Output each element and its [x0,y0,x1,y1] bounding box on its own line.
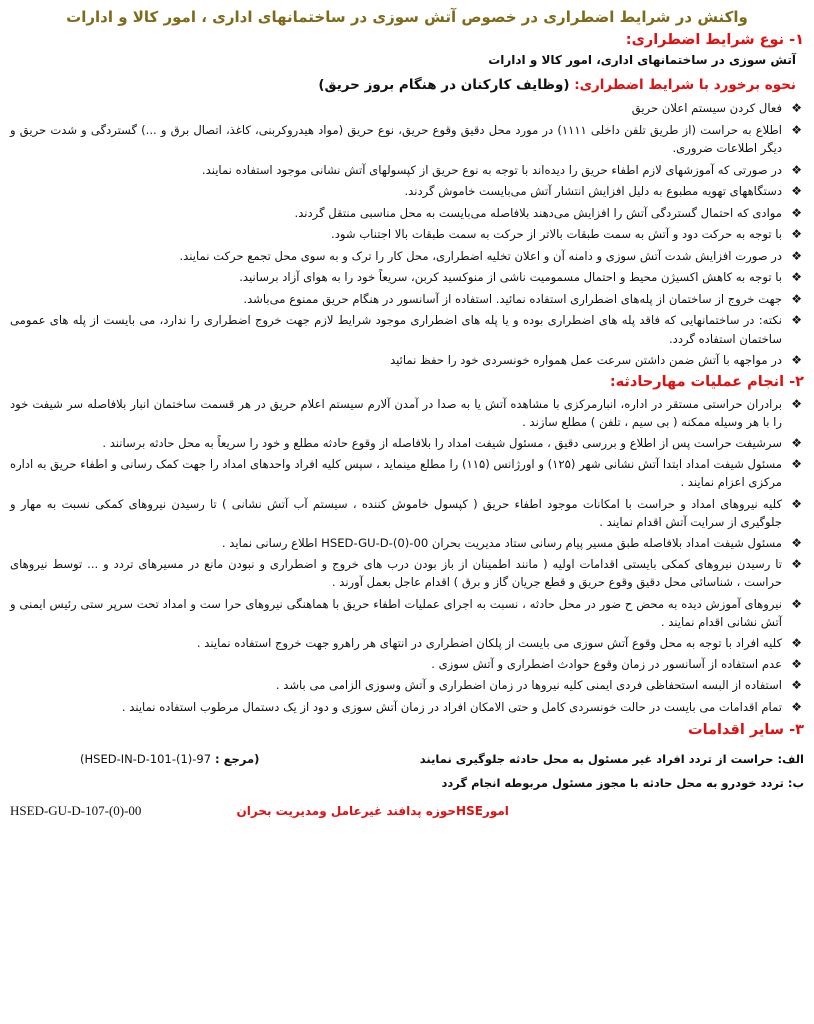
document-title: واکنش در شرایط اضطراری در خصوص آتش سوزی در ساختمانهای اداری ، امور کالا و ادارات [66,8,748,26]
section1-list [10,99,804,370]
bullet-icon: ❖ [791,457,802,472]
footer-department: امورHSEحوزه پدافند غیرعامل ومدیریت بحران [236,803,509,818]
bullet-icon: ❖ [791,270,802,284]
page-footer [10,803,804,819]
bullet-icon: ❖ [791,205,802,220]
reference-code: HSED-IN-D-101-(1)-97 [84,751,212,766]
list-item: ❖ در صورتی که آموزشهای لازم اطفاء حریق را دیده‌اند با توجه به نوع حریق از کپسولهای آتش نشانی موجود استفاده نمایند. [10,161,804,180]
bullet-icon: ❖ [791,657,802,672]
list-item: ❖ تا رسیدن نیروهای کمکی بایستی اقدامات اولیه ( مانند اطمینان از باز بودن درب های خروج و اضطراری و نبودن مانع در مسیرهای تردد و ... توسط نیروهای حراست ، شناسائی محل دقیق وقوع حریق و قطع جریان گاز و برق ) اقدام عاجل بعمل آورند . [10,557,802,590]
bullet-icon: ❖ [791,248,802,263]
line-a-text: الف: حراست از تردد افراد غیر مسئول به محل حادثه جلوگیری نمایند [419,751,804,766]
list-item: ❖ با توجه به کاهش اکسیژن محیط و احتمال مسمومیت ناشی از منوکسید کربن، سریعاً خود را به هوای آزاد برسانید. [10,268,804,287]
list-item: ❖ تمام اقدامات می بایست در حالت خونسردی کامل و حتی الامکان افراد در زمان آتش سوزی و دود از یک دستمال مرطوب استفاده نمایند . [10,698,804,716]
list-item: ❖ برادران حراستی مستقر در اداره، انبارمرکزی با مشاهده آتش یا به صدا در آمدن آلارم سیستم اعلام حریق در هر قسمت ساختمان انبار بلافاصله سر شیفت خود را با هر وسیله ممکنه ( بی سیم ، تلفن ) مطلع سازند . [10,396,802,429]
bullet-icon: ❖ [791,313,802,327]
bullet-icon: ❖ [791,678,802,693]
bullet-icon: ❖ [791,535,802,550]
reference [80,752,259,766]
section2-heading: ۲- انجام عملیات مهارحادثه: [609,373,804,390]
bullet-icon: ❖ [791,596,802,611]
bullet-icon: ❖ [791,162,802,177]
other-actions-line-a [10,752,804,766]
list-item: ❖ استفاده از البسه استحفاظی فردی ایمنی کلیه نیروها در زمان اضطراری و آتش وسوزی الزامی می باشد . [10,676,804,694]
list-item: ❖ مسئول شیفت امداد ابتدا آتش نشانی شهر (۱۲۵) و اورژانس (۱۱۵) را مطلع مینماید ، سپس کلیه افراد واحدهای امداد را جهت کمک رسانی و اطفاء حریق به اداره مرکزی اعزام نمایند . [10,457,802,490]
section1-heading: ۱- نوع شرایط اضطراری: [625,32,804,48]
bullet-icon: ❖ [791,291,802,306]
section3-heading: ۳- سایر اقدامات [688,721,804,738]
bullet-icon: ❖ [791,184,802,198]
reference-label: (مرجع : [211,751,260,766]
list-item: ❖ نکته: در ساختمانهایی که فاقد پله های اضطراری بوده و یا پله های اضطراری موجود شرایط لازم جهت خروج اضطراری را ندارد، می بایست از پله های عمومی ساختمان استفاده گردد. [10,313,802,346]
bullet-icon: ❖ [791,435,802,450]
list-item: ❖ عدم استفاده از آسانسور در زمان وقوع حوادث اضطراری و آتش سوزی . [10,655,804,673]
footer-document-code: HSED-GU-D-107-(0)-00 [10,802,142,818]
response-heading-red: نحوه برخورد با شرایط اضطراری: [574,77,796,93]
list-item: ❖ جهت خروج از ساختمان از پله‌های اضطراری استفاده نمائید. استفاده از آسانسور در هنگام حریق ممنوع می‌باشد. [10,290,804,309]
list-item: ❖ اطلاع به حراست (از طریق تلفن داخلی ۱۱۱۱) در مورد محل دقیق وقوع حریق، نوع حریق (مواد هیدروکربنی، کاغذ، اتصال برق و ...) گستردگی و شدت حریق و دیگر اطلاعات ضروری. [10,122,802,155]
list-item: ❖ سرشیفت حراست پس از اطلاع و بررسی دقیق ، مسئول شیفت امداد را بلافاصله از وقوع حادثه مطلع و خود را سریعاً به محل حادثه برسانند . [10,434,804,452]
section2-list [10,395,804,716]
response-heading [10,77,796,93]
section1-subtitle: آتش سوزی در ساختمانهای اداری، امور کالا و ادارات [488,53,796,67]
list-item: ❖ مسئول شیفت امداد بلافاصله طبق مسیر پیام رسانی ستاد مدیریت بحران HSED-GU-D-(0)-00 اطلاع رسانی نماید . [10,534,804,552]
reference-close: ) [80,751,85,766]
response-heading-rest: (وظایف کارکنان در هنگام بروز حریق) [318,77,575,93]
list-item: ❖ در مواجهه با آتش ضمن داشتن سرعت عمل همواره خونسردی خود را حفظ نمائید [10,351,804,370]
bullet-icon: ❖ [791,101,802,115]
list-item: ❖ با توجه به حرکت دود و آتش به سمت طبقات بالاتر از حرکت به سمت طبقات بالا اجتناب شود. [10,225,804,244]
list-item: ❖ دستگاههای تهویه مطبوع به دلیل افزایش انتشار آتش می‌بایست خاموش گردند. [10,182,804,201]
list-item: ❖ موادی که احتمال گستردگی آتش را افزایش می‌دهند بلافاصله می‌بایست به محل مناسبی منتقل گردند. [10,204,804,223]
bullet-icon: ❖ [791,227,802,241]
list-item: ❖ نیروهای آموزش دیده به محض ح ضور در محل حادثه ، نسبت به اجرای عملیات اطفاء حریق با هماهنگی نیروهای حرا ست و امداد تحت سرپر ستی رئیس ایمنی و آتش نشانی اقدام نمایند . [10,596,802,629]
bullet-icon: ❖ [791,396,802,411]
list-item: ❖ فعال کردن سیستم اعلان حریق [10,99,804,118]
list-item: ❖ در صورت افزایش شدت آتش سوزی و دامنه آن و اعلان تخلیه اضطراری، محل کار را ترک و به سوی محل تجمع حرکت نمایند. [10,247,804,266]
bullet-icon: ❖ [791,353,802,367]
bullet-icon: ❖ [791,496,802,511]
list-item: ❖ کلیه نیروهای امداد و حراست با امکانات موجود اطفاء حریق ( کپسول خاموش کننده ، سیستم آب آتش نشانی ) تا رسیدن نیروهای کمکی نسبت به مهار و جلوگیری از سرایت آتش اقدام نمایند . [10,496,802,529]
bullet-icon: ❖ [791,557,802,572]
bullet-icon: ❖ [791,635,802,650]
list-item: ❖ کلیه افراد با توجه به محل وقوع آتش سوزی می بایست از پلکان اضطراری در انتهای هر راهرو جهت خروج استفاده نمایند . [10,634,804,652]
bullet-icon: ❖ [791,699,802,714]
other-actions-line-b: ب: تردد خودرو به محل حادثه با مجوز مسئول مربوطه انجام گردد [441,775,804,790]
bullet-icon: ❖ [791,122,802,137]
